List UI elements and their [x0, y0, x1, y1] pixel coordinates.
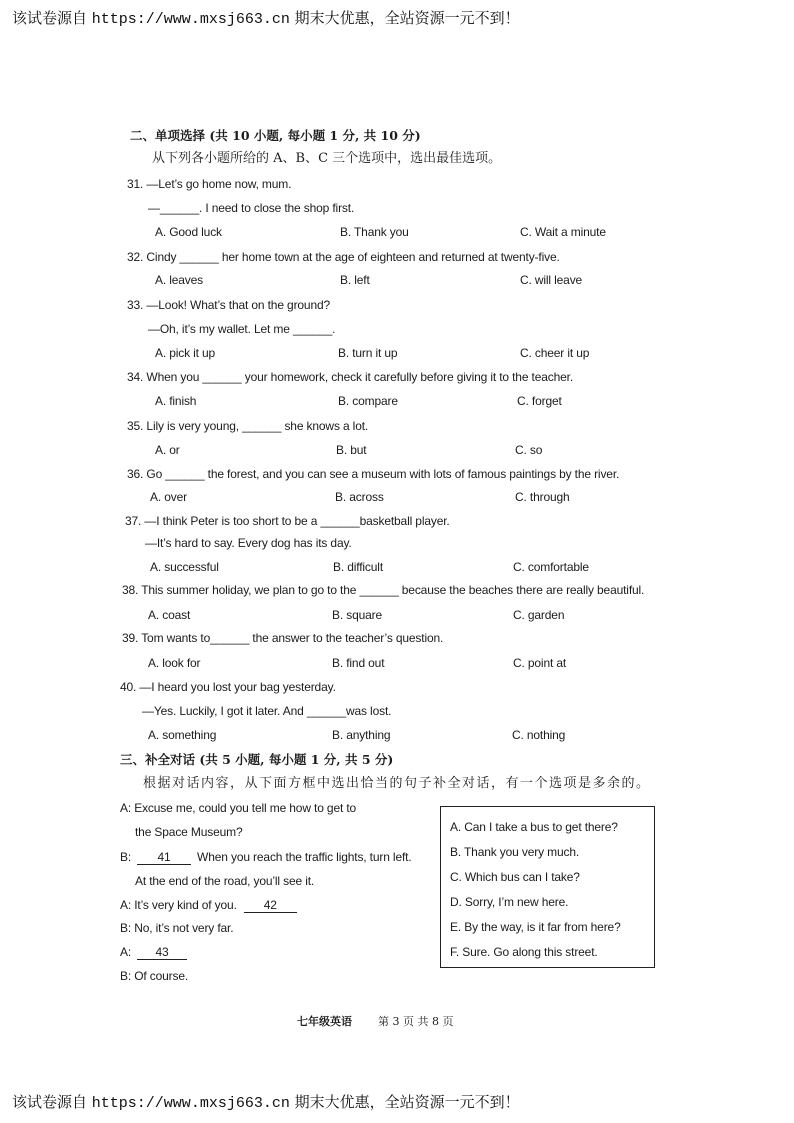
choice-d: D. Sorry, I’m new here.	[450, 895, 569, 909]
option-b: B. compare	[338, 394, 398, 408]
watermark-suffix: 期末大优惠，全站资源一元不到！	[294, 9, 520, 27]
option-a: A. something	[148, 728, 217, 742]
choice-c: C. Which bus can I take?	[450, 870, 580, 884]
speaker-label: A:	[120, 945, 132, 959]
answer-blank-43: 43	[137, 945, 187, 960]
section2-title: 二、单项选择 (共 10 小题, 每小题 1 分, 共 10 分)	[130, 128, 421, 143]
option-b: B. Thank you	[340, 225, 409, 239]
question-stem: 35. Lily is very young, ______ she knows a lot.	[127, 419, 369, 433]
question-stem: 36. Go ______ the forest, and you can see a museum with lots of famous paintings by the river.	[127, 467, 620, 481]
option-b: B. across	[335, 490, 384, 504]
option-c: C. point at	[513, 656, 567, 670]
section2-instruction: 从下列各小题所给的 A、B、C 三个选项中，选出最佳选项。	[152, 151, 502, 166]
choice-e: E. By the way, is it far from here?	[450, 920, 621, 934]
dialogue-line: At the end of the road, you’ll see it.	[135, 874, 315, 888]
footer-page-number: 第 3 页 共 8 页	[378, 1015, 454, 1028]
question-stem: 31. —Let’s go home now, mum.	[127, 177, 292, 191]
dialogue-line: B: No, it’s not very far.	[120, 921, 234, 935]
option-c: C. cheer it up	[520, 346, 590, 360]
option-a: A. leaves	[155, 273, 204, 287]
choices-box	[440, 806, 655, 968]
option-b: B. but	[336, 443, 367, 457]
option-c: C. will leave	[520, 273, 583, 287]
option-c: C. comfortable	[513, 560, 589, 574]
dialogue-text: A: It’s very kind of you.	[120, 898, 237, 912]
dialogue-line: the Space Museum?	[135, 825, 243, 839]
question-reply: —It’s hard to say. Every dog has its day.	[145, 536, 352, 550]
question-reply: —______. I need to close the shop first.	[148, 201, 355, 215]
dialogue-line	[120, 944, 187, 960]
option-b: B. difficult	[333, 560, 384, 574]
watermark-bottom	[12, 1092, 520, 1114]
option-b: B. anything	[332, 728, 391, 742]
answer-blank-42: 42	[244, 898, 297, 913]
option-a: A. Good luck	[155, 225, 222, 239]
question-stem: 33. —Look! What’s that on the ground?	[127, 298, 331, 312]
option-c: C. forget	[517, 394, 562, 408]
watermark-url: https://www.mxsj663.cn	[91, 1095, 290, 1112]
watermark-prefix: 该试卷源自	[12, 9, 88, 27]
option-a: A. finish	[155, 394, 197, 408]
dialogue-line	[120, 897, 297, 913]
option-c: C. through	[515, 490, 570, 504]
question-reply: —Oh, it’s my wallet. Let me ______.	[148, 322, 336, 336]
dialogue-line: A: Excuse me, could you tell me how to get to	[120, 801, 357, 815]
dialogue-line	[120, 849, 412, 865]
option-a: A. or	[155, 443, 180, 457]
dialogue-text: When you reach the traffic lights, turn left.	[197, 850, 412, 864]
question-stem: 38. This summer holiday, we plan to go to the ______ because the beaches there are really beautiful.	[122, 583, 645, 597]
section3-instruction: 根据对话内容，从下面方框中选出恰当的句子补全对话，有一个选项是多余的。	[143, 776, 651, 791]
option-a: A. over	[150, 490, 187, 504]
option-c: C. Wait a minute	[520, 225, 606, 239]
option-b: B. find out	[332, 656, 385, 670]
footer-subject: 七年级英语	[297, 1015, 352, 1028]
choice-a: A. Can I take a bus to get there?	[450, 820, 618, 834]
option-c: C. so	[515, 443, 543, 457]
choice-f: F. Sure. Go along this street.	[450, 945, 598, 959]
option-a: A. pick it up	[155, 346, 216, 360]
question-stem: 40. —I heard you lost your bag yesterday.	[120, 680, 336, 694]
question-stem: 34. When you ______ your homework, check it carefully before giving it to the teacher.	[127, 370, 574, 384]
option-c: C. garden	[513, 608, 565, 622]
option-b: B. turn it up	[338, 346, 398, 360]
option-a: A. successful	[150, 560, 219, 574]
question-stem: 32. Cindy ______ her home town at the age of eighteen and returned at twenty-five.	[127, 250, 560, 264]
answer-blank-41: 41	[137, 850, 191, 865]
speaker-label: B:	[120, 850, 132, 864]
watermark-top	[12, 8, 520, 30]
option-c: C. nothing	[512, 728, 566, 742]
option-a: A. coast	[148, 608, 191, 622]
watermark-url: https://www.mxsj663.cn	[91, 11, 290, 28]
watermark-suffix: 期末大优惠，全站资源一元不到！	[294, 1093, 520, 1111]
option-b: B. left	[340, 273, 370, 287]
option-b: B. square	[332, 608, 383, 622]
question-stem: 39. Tom wants to______ the answer to the teacher’s question.	[122, 631, 444, 645]
section3-title: 三、补全对话 (共 5 小题, 每小题 1 分, 共 5 分)	[120, 752, 394, 767]
watermark-prefix: 该试卷源自	[12, 1093, 88, 1111]
option-a: A. look for	[148, 656, 201, 670]
choice-b: B. Thank you very much.	[450, 845, 580, 859]
question-stem: 37. —I think Peter is too short to be a ______basketball player.	[125, 514, 450, 528]
dialogue-line: B: Of course.	[120, 969, 189, 983]
question-reply: —Yes. Luckily, I got it later. And ______was lost.	[142, 704, 392, 718]
